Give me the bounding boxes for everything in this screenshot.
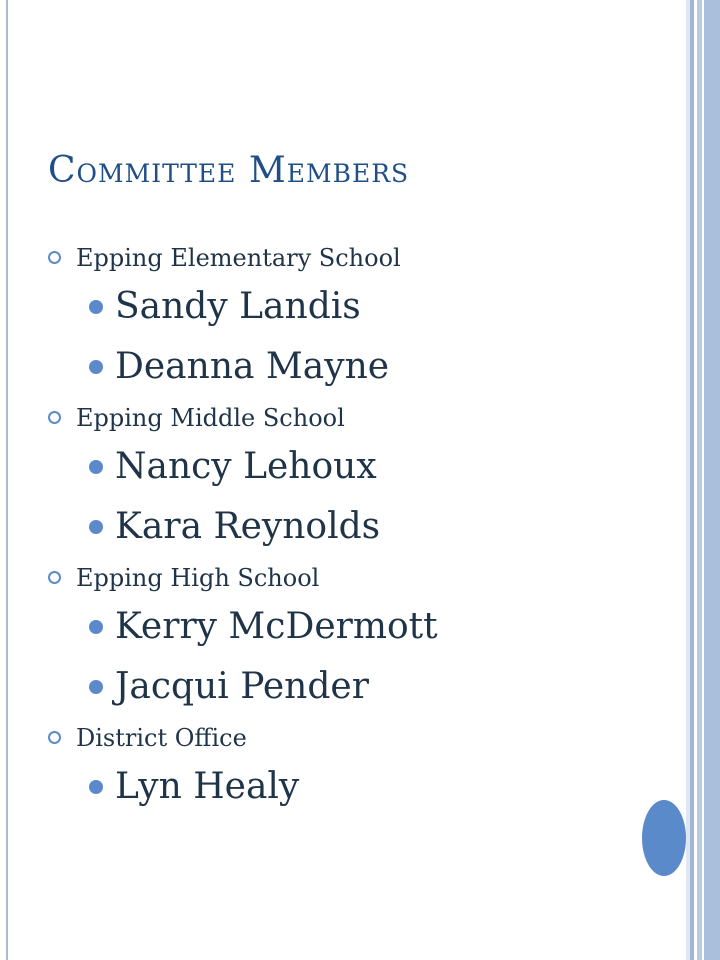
dot-bullet-icon	[89, 680, 103, 694]
member-item	[0, 278, 640, 338]
dot-bullet-icon	[89, 300, 103, 314]
member-item	[0, 598, 640, 658]
member-list	[0, 438, 640, 558]
decorative-oval	[642, 800, 686, 876]
member-list	[0, 598, 640, 718]
right-decorative-stripes	[686, 0, 720, 960]
committee-list	[0, 238, 640, 818]
member-item	[0, 658, 640, 718]
group-label	[0, 238, 640, 278]
member-name: Kara Reynolds	[115, 506, 381, 547]
member-name: Kerry McDermott	[115, 606, 438, 647]
dot-bullet-icon	[89, 620, 103, 634]
dot-bullet-icon	[89, 360, 103, 374]
group-label	[0, 558, 640, 598]
dot-bullet-icon	[89, 780, 103, 794]
dot-bullet-icon	[89, 520, 103, 534]
group-middle	[0, 398, 640, 558]
slide-title: Committee Members	[48, 150, 410, 191]
ring-bullet-icon	[48, 251, 61, 264]
member-name: Sandy Landis	[115, 286, 361, 327]
group-district	[0, 718, 640, 818]
ring-bullet-icon	[48, 411, 61, 424]
school-name: Epping High School	[76, 564, 320, 592]
school-name: Epping Elementary School	[76, 244, 401, 272]
member-name: Nancy Lehoux	[115, 446, 377, 487]
member-list	[0, 758, 640, 818]
group-label	[0, 398, 640, 438]
member-item	[0, 338, 640, 398]
member-name: Lyn Healy	[115, 766, 300, 807]
member-item	[0, 498, 640, 558]
member-item	[0, 438, 640, 498]
office-name: District Office	[76, 724, 247, 752]
ring-bullet-icon	[48, 571, 61, 584]
group-high	[0, 558, 640, 718]
member-name: Deanna Mayne	[115, 346, 390, 387]
member-name: Jacqui Pender	[115, 666, 369, 707]
ring-bullet-icon	[48, 731, 61, 744]
group-elementary	[0, 238, 640, 398]
member-list	[0, 278, 640, 398]
dot-bullet-icon	[89, 460, 103, 474]
group-label	[0, 718, 640, 758]
member-item	[0, 758, 640, 818]
school-name: Epping Middle School	[76, 404, 345, 432]
